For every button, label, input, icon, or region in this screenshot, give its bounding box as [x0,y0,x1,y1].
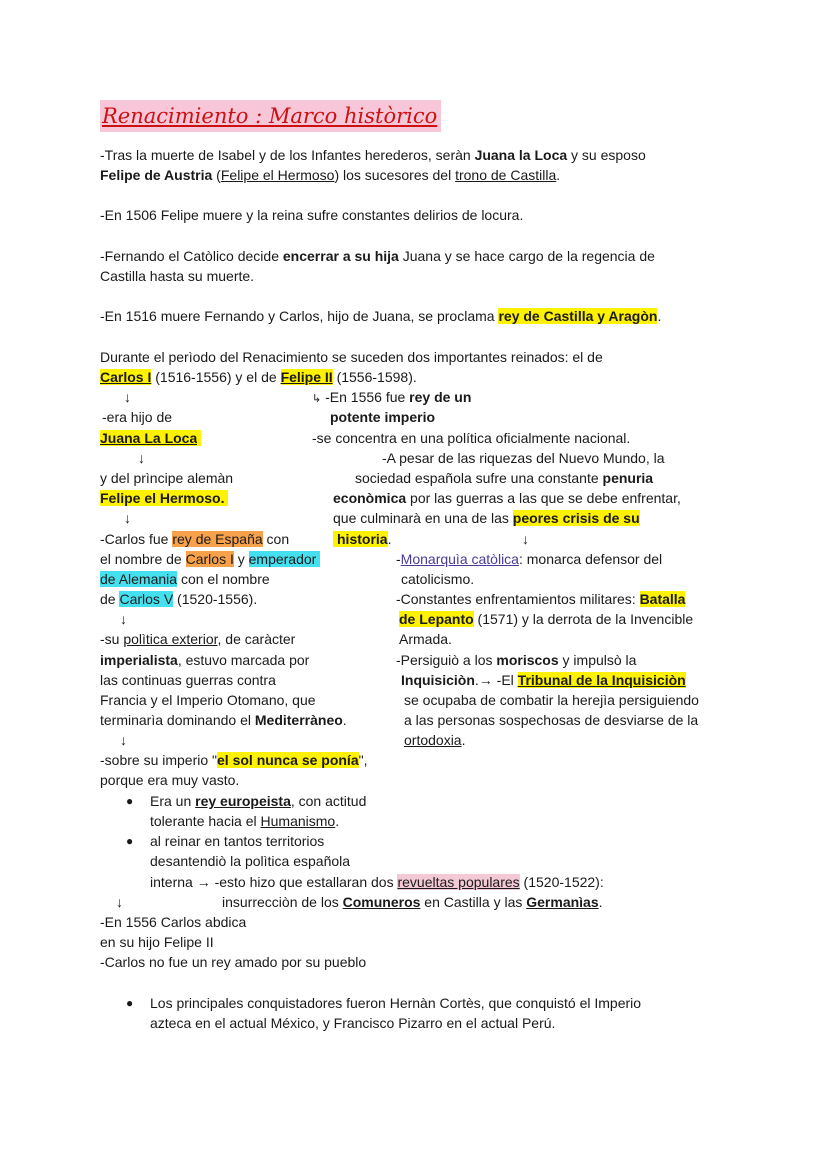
paragraph-line: -era hijo de [102,409,173,425]
paragraph-line: -En 1556 Carlos abdica [100,914,247,930]
paragraph-line: -sobre su imperio "el sol nunca se ponía", [100,752,368,768]
arrow-down-icon: ↓ [116,894,123,910]
paragraph-line: el nombre de Carlos I y emperador [100,549,320,569]
paragraph-line: -Persiguiò a los moriscos y impulsò la [396,652,637,668]
paragraph-line: Durante el perìodo del Renacimiento se suceden dos importantes reinados: el de [100,349,603,365]
paragraph-line: -Carlos fue rey de España con [100,531,290,547]
paragraph-line: potente imperio [330,409,436,425]
paragraph-line: Felipe de Austria (Felipe el Hermoso) los sucesores del trono de Castilla. [100,167,561,183]
paragraph-line: de Carlos V (1520-1556). [100,591,258,607]
page-title: Renacimiento : Marco històrico [100,100,441,132]
arrow-down-icon: ↓ [120,611,127,627]
arrow-corner-icon: ↳ [312,393,322,405]
paragraph-line: econòmica por las guerras a las que se debe enfrentar, [333,490,681,506]
paragraph-line: sociedad española sufre una constante penuria [355,470,654,486]
paragraph-line: que culminarà en una de las peores crisis de su [333,510,640,526]
paragraph-line: catolicismo. [401,571,475,587]
arrow-down-icon: ↓ [124,389,131,405]
paragraph-line: -Fernando el Catòlico decide encerrar a su hija Juana y se hace cargo de la regencia de [100,248,655,264]
paragraph-line: Francia y el Imperio Otomano, que [100,692,316,708]
paragraph-line: Castilla hasta su muerte. [100,268,255,284]
paragraph-line: -Carlos no fue un rey amado por su pueblo [100,954,367,970]
paragraph-line: -A pesar de las riquezas del Nuevo Mundo, la [382,450,665,466]
paragraph-line: Armada. [399,631,452,647]
list-item: desantendiò la polìtica española [150,853,351,869]
paragraph-line: ↳ -En 1556 fue rey de un [312,389,472,405]
paragraph-line: -En 1516 muere Fernando y Carlos, hijo de Juana, se proclama rey de Castilla y Aragòn. [100,308,662,324]
paragraph-line: imperialista, estuvo marcada por [100,652,310,668]
paragraph-line: y del prìncipe alemàn [100,470,234,486]
paragraph-line: de Lepanto (1571) y la derrota de la Invencible [399,611,694,627]
list-item: Era un rey europeista, con actitud [150,793,367,809]
paragraph-line: Inquisiciòn.→ -El Tribunal de la Inquisiciòn [401,672,686,688]
paragraph-line: a las personas sospechosas de desviarse de la [404,712,699,728]
paragraph-line: en su hijo Felipe II [100,934,214,950]
arrow-down-icon: ↓ [120,732,127,748]
paragraph-line: Felipe el Hermoso. [100,488,228,508]
paragraph-line: historia. [333,529,391,549]
list-item: interna → -esto hizo que estallaran dos revueltas populares (1520-1522): [150,874,604,890]
paragraph-line: de Alemania con el nombre [100,571,270,587]
arrow-down-icon: ↓ [138,450,145,466]
paragraph-line: Carlos I (1516-1556) y el de Felipe II (1556-1598). [100,369,417,385]
bullet-icon: ● [126,834,134,848]
list-item: Los principales conquistadores fueron Hernàn Cortès, que conquistó el Imperio [150,995,642,1011]
paragraph-line: porque era muy vasto. [100,772,240,788]
paragraph-line: -su polìtica exterior, de caràcter [100,631,296,647]
paragraph-line: -se concentra en una política oficialmente nacional. [312,430,631,446]
bullet-icon: ● [126,794,134,808]
list-item: tolerante hacia el Humanismo. [150,813,340,829]
arrow-down-icon: ↓ [124,510,131,526]
paragraph-line: terminarìa dominando el Mediterràneo. [100,712,347,728]
paragraph-line: Juana La Loca [100,428,201,448]
list-item: insurrecciòn de los Comuneros en Castilla y las Germanìas. [222,894,603,910]
paragraph-line: -En 1506 Felipe muere y la reina sufre constantes delirios de locura. [100,207,524,223]
bullet-icon: ● [126,996,134,1010]
paragraph-line: -Monarquìa catòlica: monarca defensor del [396,551,663,567]
paragraph-line: ortodoxia. [404,732,466,748]
list-item: al reinar en tantos territorios [150,833,325,849]
paragraph-line: se ocupaba de combatir la herejìa persiguiendo [404,692,699,708]
paragraph-line: las continuas guerras contra [100,672,276,688]
paragraph-line: -Constantes enfrentamientos militares: Batalla [396,591,686,607]
paragraph-line: -Tras la muerte de Isabel y de los Infantes herederos, seràn Juana la Loca y su esposo [100,147,646,163]
list-item: azteca en el actual México, y Francisco Pizarro en el actual Perú. [150,1015,556,1031]
arrow-down-icon: ↓ [522,531,529,547]
